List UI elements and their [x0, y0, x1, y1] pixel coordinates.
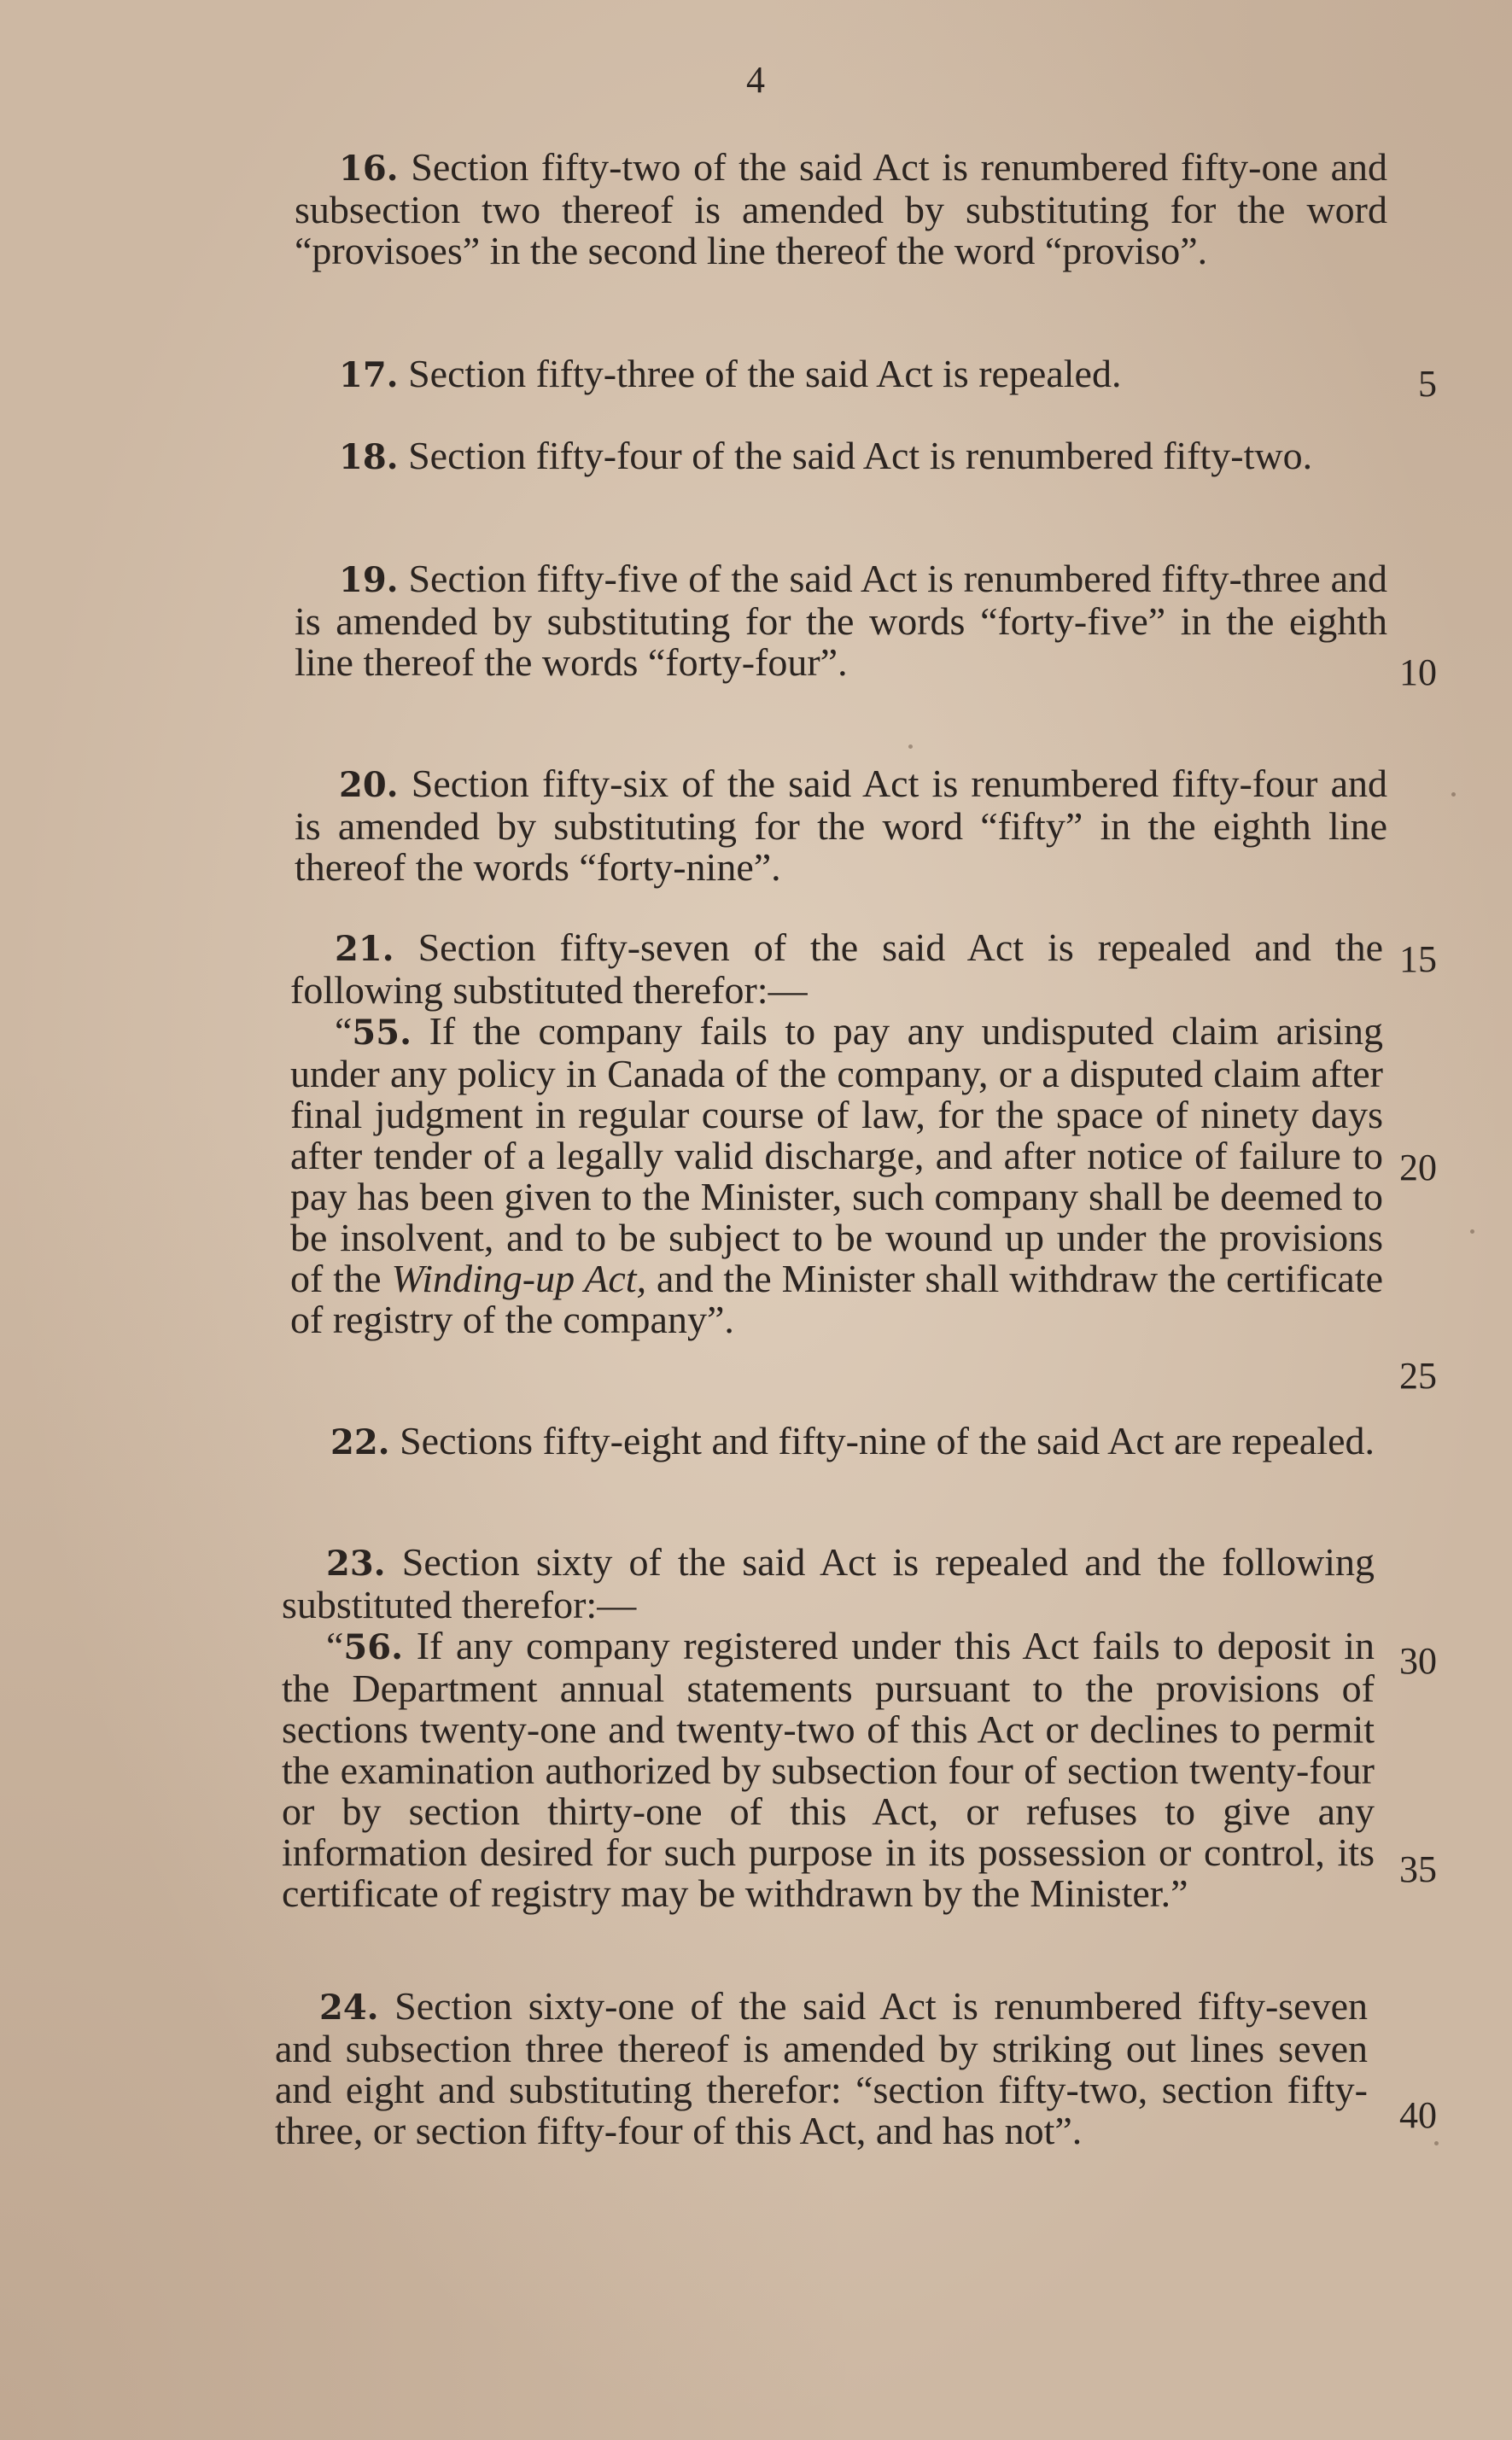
paper-speck — [908, 744, 913, 749]
section-18 — [295, 435, 1387, 478]
quoted-section-55: “55. If the company fails to pay any undisputed claim arising under any policy in Canada of the company, or a disputed claim after final judgment in regular course of law, for the space of ninety days after tender of a legally valid discharge, and after notice of failure to pay has been given to the Minister, such company shall be deemed to be insolvent, and to be subject to be wound up under the provisions of the Winding-up Act, and the Minister shall withdraw the certificate of registry of the company”. — [290, 1009, 1384, 1341]
section-text: Sections fifty-eight and fifty-nine of the said Act are repealed. — [400, 1419, 1375, 1462]
line-number-10: 10 — [1399, 651, 1437, 693]
section-number: 20. — [339, 765, 399, 805]
line-number-15: 15 — [1399, 938, 1437, 980]
section-text: Section fifty-four of the said Act is renumbered fifty-two. — [408, 434, 1313, 477]
section-text: Section sixty-one of the said Act is renumbered fifty-seven and subsection three thereof is amended by striking out lines seven and eight and substituting therefor: “section fifty-two, section fifty-three, or section fifty-four of this Act, and has not”. — [275, 1984, 1368, 2152]
paper-speck — [1434, 2141, 1439, 2145]
section-number: 22. — [330, 1422, 390, 1462]
page-number: 4 — [746, 59, 766, 101]
section-22 — [286, 1421, 1379, 1463]
line-number-25: 25 — [1399, 1355, 1437, 1397]
section-20 — [295, 763, 1387, 888]
section-number: 18. — [339, 437, 399, 477]
act-title: Winding-up Act, — [391, 1257, 647, 1300]
section-text: Section fifty-five of the said Act is renumbered fifty-three and is amended by substituting for the words “forty-five” in the eighth line thereof the words “forty-four”. — [295, 557, 1388, 684]
section-text: Section fifty-three of the said Act is repealed. — [408, 352, 1122, 395]
quoted-section-number: 56. — [343, 1627, 404, 1667]
section-number: 16. — [339, 149, 399, 189]
section-21 — [290, 927, 1383, 1340]
line-number-35: 35 — [1399, 1848, 1437, 1890]
section-17 — [295, 353, 1387, 396]
section-text: Section fifty-two of the said Act is renumbered fifty-one and subsection two thereof is amended by substituting for the word “provisoes” in the second line thereof the word “proviso”. — [295, 145, 1387, 272]
section-number: 19. — [339, 560, 399, 600]
line-number-20: 20 — [1399, 1147, 1437, 1188]
section-number: 23. — [326, 1544, 386, 1584]
quoted-section-56: “56. If any company registered under this Act fails to deposit in the Department annual statements pursuant to the provisions of sections twenty-one and twenty-two of this Act or declines to permit the examination authorized by subsection four of section twenty-four or by section thirty-one of this Act, or refuses to give any information desired for such purpose in its possession or control, its certificate of registry may be withdrawn by the Minister.” — [282, 1624, 1375, 1915]
line-number-40: 40 — [1399, 2094, 1437, 2136]
section-text: Section fifty-six of the said Act is renumbered fifty-four and is amended by substituting for the word “fifty” in the eighth line thereof the words “forty-nine”. — [295, 762, 1387, 889]
paper-speck — [1470, 1229, 1474, 1234]
line-number-5: 5 — [1418, 363, 1437, 405]
section-number: 21. — [335, 929, 394, 969]
section-number: 24. — [319, 1988, 379, 2028]
section-19 — [295, 558, 1387, 683]
section-text: Section sixty of the said Act is repealed and the following substituted therefor:— — [282, 1540, 1375, 1626]
section-number: 17. — [339, 355, 399, 395]
section-24 — [275, 1986, 1368, 2151]
line-number-30: 30 — [1399, 1640, 1437, 1682]
section-text: Section fifty-seven of the said Act is repealed and the following substituted therefor:— — [290, 925, 1383, 1012]
section-16 — [295, 147, 1387, 271]
quoted-section-number: 55. — [352, 1013, 412, 1053]
section-23 — [282, 1542, 1375, 1914]
paper-speck — [1451, 792, 1456, 797]
